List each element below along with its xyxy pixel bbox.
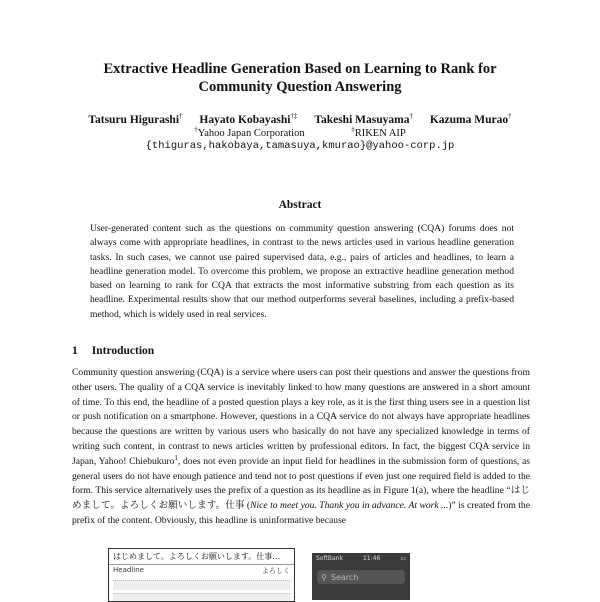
battery-icon: ▭	[400, 555, 406, 562]
author-email: {thiguras,hakobaya,tamasuya,kmurao}@yahoo-corp.jp	[145, 140, 455, 152]
figure-1b-phone-screenshot	[312, 553, 410, 600]
author: Tatsuru Higurashi†	[88, 112, 183, 126]
abstract-text: User-generated content such as the questions on community question answering (CQA) forums does not always come with appropriate headlines, in contrast to the news articles used in various headline generation tasks. In such cases, we cannot use paired supervised data, e.g., pairs of articles and headlines, to learn a headline generation model. To overcome this problem, we propose an extractive headline generation method based on learning to rank for CQA that extracts the most informative substring from each question as its headline. Experimental results show that our method outperforms several baselines, including a prefix-based method, which is widely used in real services.	[90, 223, 514, 320]
figure-headline-bar: はじめまして。よろしくお願いします。仕事…	[109, 549, 294, 565]
figure-headline-label-row	[109, 565, 294, 577]
title-line-2: Community Question Answering	[198, 79, 402, 95]
section-number: 1	[72, 345, 78, 357]
carrier-label: SoftBank	[316, 555, 343, 562]
search-placeholder: Search	[330, 572, 359, 582]
affiliations	[60, 127, 540, 140]
phone-search-field	[317, 570, 405, 584]
figure-1a-screenshot	[108, 548, 295, 602]
clock-label: 11:46	[362, 555, 381, 562]
section-title: Introduction	[91, 345, 155, 357]
title-line-1: Extractive Headline Generation Based on Learning to Rank for	[103, 61, 497, 77]
figure-list-row	[113, 580, 290, 590]
abstract-heading: Abstract	[278, 199, 322, 211]
author-list	[60, 113, 540, 127]
phone-status-bar	[312, 553, 410, 564]
figure-headline-label-right: よろしく	[262, 567, 290, 575]
paper-title	[60, 60, 540, 96]
author: Takeshi Masuyama†	[314, 112, 413, 126]
figure-list-row	[113, 593, 290, 602]
intro-paragraph: Community question answering (CQA) is a service where users can post their questions and answer the questions from other users. The quality of a CQA service is inevitably linked to how many questions are answered in a short amount of time. To this end, the headline of a posted question plays a key role, as it is the first thing users see in a question list or push notification on a smartphone. However, questions in a CQA service do not always have appropriate headlines because the questions are written by various users who basically do not have any specialized knowledge in terms of writing such content, in contrast to news articles written by professional editors. In fact, the biggest CQA service in Japan, Yahoo! Chiebukuro$^1$, does not even provide an input field for headlines in the submission form of questions, as general users do not have enough patience and tend not to post questions if even just one required field is added to the form. This service alternatively uses the prefix of a question as its headline as in Figure 1(a), where the headline “はじめまして。よろしくお願いします。仕事 (Nice to meet you. Thank you in advance. At work ...)” is created from the prefix of the content. Obviously, this headline is uninformative because	[72, 367, 531, 526]
search-icon: ⚲	[321, 572, 327, 582]
footnote-mark: 1	[174, 453, 178, 462]
affiliation: †Yahoo Japan Corporation	[194, 125, 305, 139]
author: Kazuma Murao†	[429, 112, 512, 126]
figure-headline-label: Headline	[113, 566, 144, 574]
section-heading	[72, 345, 154, 357]
affiliation: ‡RIKEN AIP	[351, 125, 406, 139]
author: Hayato Kobayashi†‡	[199, 112, 298, 126]
